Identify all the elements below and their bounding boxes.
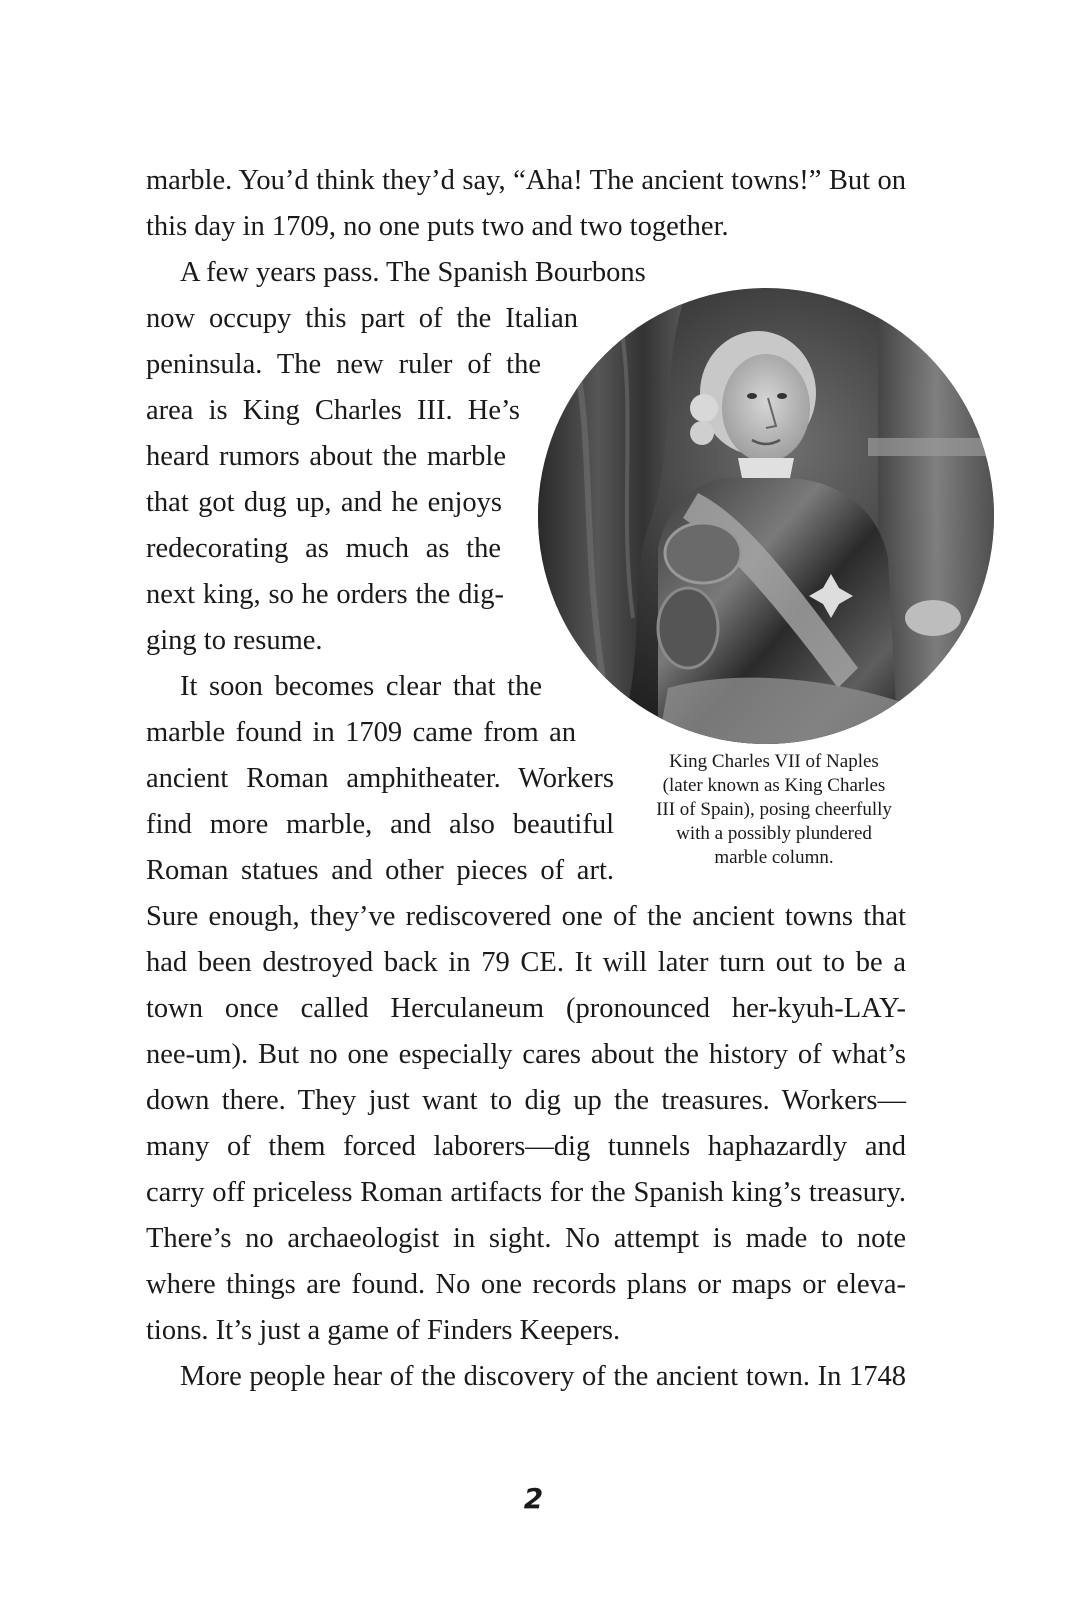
body-text-line: peninsula. The new ruler of the	[146, 349, 541, 380]
body-text-line: Roman statues and other pieces of art.	[146, 855, 614, 886]
body-text-line: More people hear of the discovery of the ancient town. In 1748	[180, 1361, 906, 1392]
body-text-line: There’s no archaeologist in sight. No attempt is made to note	[146, 1223, 906, 1254]
body-text-line: redecorating as much as the	[146, 533, 501, 564]
body-text-line: tions. It’s just a game of Finders Keepers.	[146, 1315, 621, 1346]
body-text-line: find more marble, and also beautiful	[146, 809, 614, 840]
body-text-line: heard rumors about the marble	[146, 441, 506, 472]
body-text-line: carry off priceless Roman artifacts for the Spanish king’s treasury.	[146, 1177, 906, 1208]
caption-line: with a possibly plundered	[676, 823, 872, 844]
body-text-line: A few years pass. The Spanish Bourbons	[180, 257, 646, 288]
body-text-line: Sure enough, they’ve rediscovered one of the ancient towns that	[146, 901, 906, 932]
body-text-line: area is King Charles III. He’s	[146, 395, 520, 426]
body-text-line: ancient Roman amphitheater. Workers	[146, 763, 614, 794]
body-text-line: It soon becomes clear that the	[180, 671, 542, 702]
body-text-line: now occupy this part of the Italian	[146, 303, 578, 334]
body-text-line: this day in 1709, no one puts two and two together.	[146, 211, 729, 242]
body-text-line: had been destroyed back in 79 CE. It will later turn out to be a	[146, 947, 906, 978]
king-charles-portrait	[538, 288, 994, 744]
body-text-line: ging to resume.	[146, 625, 323, 656]
body-text-line: next king, so he orders the dig-	[146, 579, 504, 610]
caption-line: III of Spain), posing cheerfully	[656, 799, 892, 820]
body-text-line: nee-um). But no one especially cares about the history of what’s	[146, 1039, 906, 1070]
body-text-line: marble found in 1709 came from an	[146, 717, 576, 748]
page-number: 2	[523, 1482, 544, 1515]
caption-line: marble column.	[714, 847, 834, 868]
body-text-line: marble. You’d think they’d say, “Aha! The ancient towns!” But on	[146, 165, 906, 196]
caption-line: (later known as King Charles	[662, 775, 886, 796]
body-text-line: many of them forced laborers—dig tunnels haphazardly and	[146, 1131, 906, 1162]
body-text-line: where things are found. No one records plans or maps or eleva-	[146, 1269, 906, 1300]
portrait-caption	[636, 750, 912, 870]
caption-line: King Charles VII of Naples	[669, 751, 879, 772]
body-text-line: that got dug up, and he enjoys	[146, 487, 502, 518]
body-text-line: town once called Herculaneum (pronounced her-kyuh-LAY-	[146, 993, 906, 1024]
body-text-line: down there. They just want to dig up the treasures. Workers—	[146, 1085, 906, 1116]
